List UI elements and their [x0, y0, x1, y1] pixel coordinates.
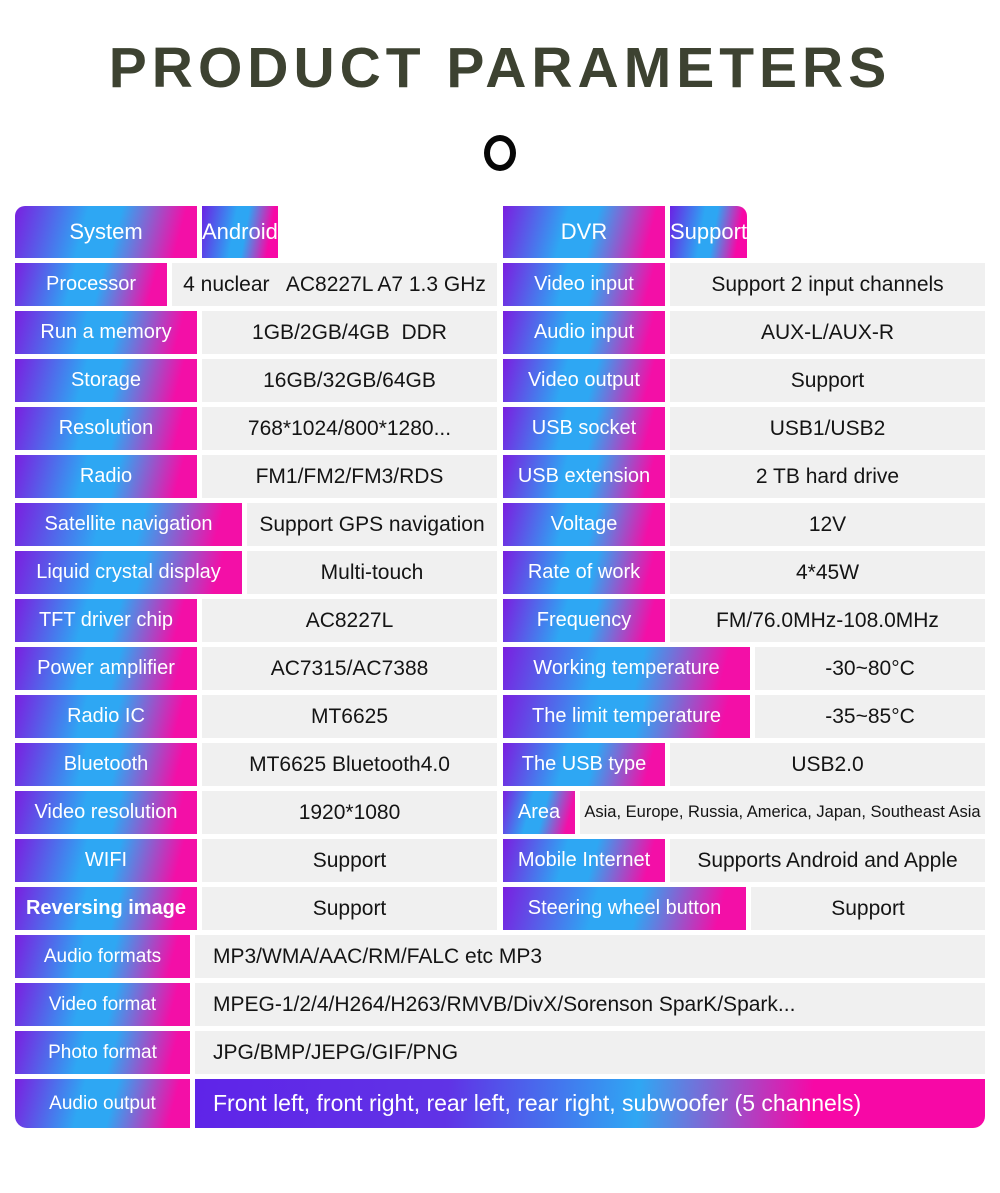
- row-value: Support GPS navigation: [247, 503, 497, 546]
- row-value: Supports Android and Apple: [670, 839, 985, 882]
- row-area: [503, 791, 985, 834]
- row-value: FM/76.0MHz-108.0MHz: [670, 599, 985, 642]
- row-label: Area: [503, 791, 575, 834]
- row-label: Audio output: [15, 1079, 190, 1128]
- circle-outline-icon: [484, 135, 516, 171]
- row-value: Multi-touch: [247, 551, 497, 594]
- row-audio-input: [503, 311, 985, 354]
- row-label: Working temperature: [503, 647, 750, 690]
- row-steering-wheel-button: [503, 887, 985, 930]
- row-power-amplifier: [15, 647, 497, 690]
- row-label: System: [15, 206, 197, 258]
- row-video-input: [503, 263, 985, 306]
- row-wifi: [15, 839, 497, 882]
- row-value: Support: [670, 206, 747, 258]
- row-value: 12V: [670, 503, 985, 546]
- row-satellite-navigation: [15, 503, 497, 546]
- row-resolution: [15, 407, 497, 450]
- right-column: [503, 206, 985, 930]
- row-value: 1GB/2GB/4GB DDR: [202, 311, 497, 354]
- row-usb-socket: [503, 407, 985, 450]
- row-value: Android: [202, 206, 278, 258]
- row-value: 4*45W: [670, 551, 985, 594]
- row-usb-type: [503, 743, 985, 786]
- row-mobile-internet: [503, 839, 985, 882]
- row-radio-ic: [15, 695, 497, 738]
- row-label: Frequency: [503, 599, 665, 642]
- row-value: Support: [751, 887, 985, 930]
- row-value: Support: [202, 839, 497, 882]
- row-value: MP3/WMA/AAC/RM/FALC etc MP3: [195, 935, 985, 978]
- row-value: FM1/FM2/FM3/RDS: [202, 455, 497, 498]
- row-label: DVR: [503, 206, 665, 258]
- row-label: TFT driver chip: [15, 599, 197, 642]
- page-title: PRODUCT PARAMETERS: [108, 36, 892, 100]
- row-value: JPG/BMP/JEPG/GIF/PNG: [195, 1031, 985, 1074]
- row-usb-extension: [503, 455, 985, 498]
- row-value: MT6625 Bluetooth4.0: [202, 743, 497, 786]
- two-column-section: [15, 206, 985, 930]
- row-value: -35~85°C: [755, 695, 985, 738]
- row-label: Video output: [503, 359, 665, 402]
- row-value: Support: [670, 359, 985, 402]
- row-label: Video resolution: [15, 791, 197, 834]
- row-value: 16GB/32GB/64GB: [202, 359, 497, 402]
- row-label: WIFI: [15, 839, 197, 882]
- row-storage: [15, 359, 497, 402]
- row-label: Resolution: [15, 407, 197, 450]
- row-label: USB socket: [503, 407, 665, 450]
- row-video-format: [15, 983, 985, 1026]
- row-bluetooth: [15, 743, 497, 786]
- row-value: AC8227L: [202, 599, 497, 642]
- row-value: Asia, Europe, Russia, America, Japan, Southeast Asia: [580, 791, 985, 834]
- row-label: Video input: [503, 263, 665, 306]
- row-value: 2 TB hard drive: [670, 455, 985, 498]
- row-label: Voltage: [503, 503, 665, 546]
- row-dvr: [503, 206, 985, 258]
- row-value: -30~80°C: [755, 647, 985, 690]
- row-value: Support: [202, 887, 497, 930]
- row-system: [15, 206, 497, 258]
- row-label: Storage: [15, 359, 197, 402]
- row-label: Steering wheel button: [503, 887, 746, 930]
- row-value: 1920*1080: [202, 791, 497, 834]
- row-value: AC7315/AC7388: [202, 647, 497, 690]
- row-label: Mobile Internet: [503, 839, 665, 882]
- row-label: Processor: [15, 263, 167, 306]
- row-radio: [15, 455, 497, 498]
- row-reversing-image: [15, 887, 497, 930]
- row-value: USB2.0: [670, 743, 985, 786]
- row-label: Radio IC: [15, 695, 197, 738]
- row-label: Liquid crystal display: [15, 551, 242, 594]
- row-value: USB1/USB2: [670, 407, 985, 450]
- row-working-temperature: [503, 647, 985, 690]
- row-label: USB extension: [503, 455, 665, 498]
- row-audio-formats: [15, 935, 985, 978]
- row-video-resolution: [15, 791, 497, 834]
- row-video-output: [503, 359, 985, 402]
- row-processor: [15, 263, 497, 306]
- row-tft-driver-chip: [15, 599, 497, 642]
- row-label: Photo format: [15, 1031, 190, 1074]
- spec-table: [15, 206, 985, 1128]
- row-audio-output: [15, 1079, 985, 1128]
- row-limit-temperature: [503, 695, 985, 738]
- row-value: 4 nuclear AC8227L A7 1.3 GHz: [172, 263, 497, 306]
- row-value: Support 2 input channels: [670, 263, 985, 306]
- row-label: Satellite navigation: [15, 503, 242, 546]
- row-label: The limit temperature: [503, 695, 750, 738]
- left-column: [15, 206, 497, 930]
- row-value: MPEG-1/2/4/H264/H263/RMVB/DivX/Sorenson SparK/Spark...: [195, 983, 985, 1026]
- row-run-a-memory: [15, 311, 497, 354]
- row-label: Video format: [15, 983, 190, 1026]
- row-value: MT6625: [202, 695, 497, 738]
- row-photo-format: [15, 1031, 985, 1074]
- row-label: Audio input: [503, 311, 665, 354]
- row-label: Power amplifier: [15, 647, 197, 690]
- row-value: AUX-L/AUX-R: [670, 311, 985, 354]
- full-width-section: [15, 935, 985, 1128]
- row-frequency: [503, 599, 985, 642]
- row-liquid-crystal-display: [15, 551, 497, 594]
- row-label: Rate of work: [503, 551, 665, 594]
- row-label: Reversing image: [15, 887, 197, 930]
- row-value: 768*1024/800*1280...: [202, 407, 497, 450]
- row-voltage: [503, 503, 985, 546]
- row-label: The USB type: [503, 743, 665, 786]
- row-label: Radio: [15, 455, 197, 498]
- row-label: Run a memory: [15, 311, 197, 354]
- row-rate-of-work: [503, 551, 985, 594]
- row-label: Audio formats: [15, 935, 190, 978]
- row-label: Bluetooth: [15, 743, 197, 786]
- row-value: Front left, front right, rear left, rear right, subwoofer (5 channels): [195, 1079, 985, 1128]
